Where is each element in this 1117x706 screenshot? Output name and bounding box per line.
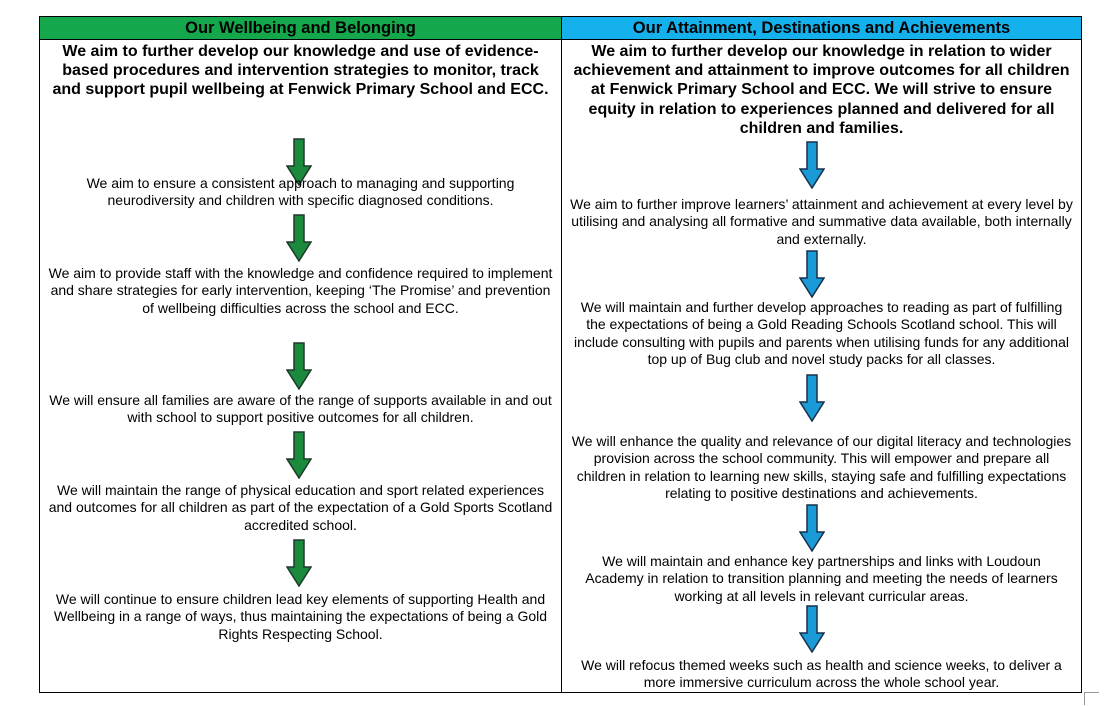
page-corner-mark — [1084, 692, 1099, 705]
down-arrow-icon — [286, 214, 312, 262]
down-arrow-icon — [286, 342, 312, 390]
attainment-item-5: We will refocus themed weeks such as health and science weeks, to deliver a more immersive curriculum across the whole school year. — [581, 657, 1062, 691]
attainment-item-3: We will enhance the quality and relevance of our digital literacy and technologies provision across the school community. This will empower and prepare all children in relation to learning new skills, staying safe and fulfilling expectations relating to positive destinations and achievements. — [571, 433, 1072, 502]
down-arrow-icon — [799, 504, 825, 552]
down-arrow-icon — [799, 374, 825, 422]
wellbeing-item-1: We aim to ensure a consistent approach to managing and supporting neurodiversity and children with specific diagnosed conditions. — [86, 175, 515, 209]
wellbeing-header: Our Wellbeing and Belonging — [40, 17, 561, 40]
wellbeing-item-4: We will maintain the range of physical education and sport related experiences and outcomes for all children as part of the expectation of a Gold Sports Scotland accredited school. — [48, 482, 553, 533]
wellbeing-item-5: We will continue to ensure children lead key elements of supporting Health and Wellbeing in a range of ways, thus maintaining the expectations of being a Gold Rights Respecting School. — [53, 591, 548, 642]
attainment-header: Our Attainment, Destinations and Achievements — [562, 17, 1081, 40]
attainment-item-4: We will maintain and enhance key partnerships and links with Loudoun Academy in relation to transition planning and meeting the needs of learners working at all levels in relevant curricular areas. — [585, 553, 1058, 604]
improvement-priorities-table — [39, 16, 1082, 693]
attainment-column — [562, 17, 1081, 692]
down-arrow-icon — [799, 605, 825, 653]
down-arrow-icon — [286, 431, 312, 479]
down-arrow-icon — [799, 250, 825, 298]
wellbeing-item-3: We will ensure all families are aware of the range of supports available in and out with school to support positive outcomes for all children. — [49, 392, 552, 426]
wellbeing-column — [40, 17, 562, 692]
wellbeing-item-2: We aim to provide staff with the knowledge and confidence required to implement and share strategies for early intervention, keeping ‘The Promise’ and prevention of wellbeing difficulties across the school and ECC. — [48, 265, 553, 316]
down-arrow-icon — [799, 141, 825, 189]
wellbeing-intro: We aim to further develop our knowledge and use of evidence-based procedures and intervention strategies to monitor, track and support pupil wellbeing at Fenwick Primary School and ECC. — [52, 43, 549, 99]
attainment-item-1: We aim to further improve learners’ attainment and achievement at every level by utilising and analysing all formative and summative data available, both internally and externally. — [570, 196, 1073, 247]
down-arrow-icon — [286, 539, 312, 587]
attainment-intro: We aim to further develop our knowledge in relation to wider achievement and attainment to improve outcomes for all children at Fenwick Primary School and ECC. We will strive to ensure equity in relation to experiences planned and delivered for all children and families. — [573, 43, 1070, 137]
attainment-item-2: We will maintain and further develop approaches to reading as part of fulfilling the expectations of being a Gold Reading Schools Scotland school. This will include consulting with pupils and parents when utilising funds for any additional top up of Bug club and novel study packs for all classes. — [574, 299, 1069, 368]
